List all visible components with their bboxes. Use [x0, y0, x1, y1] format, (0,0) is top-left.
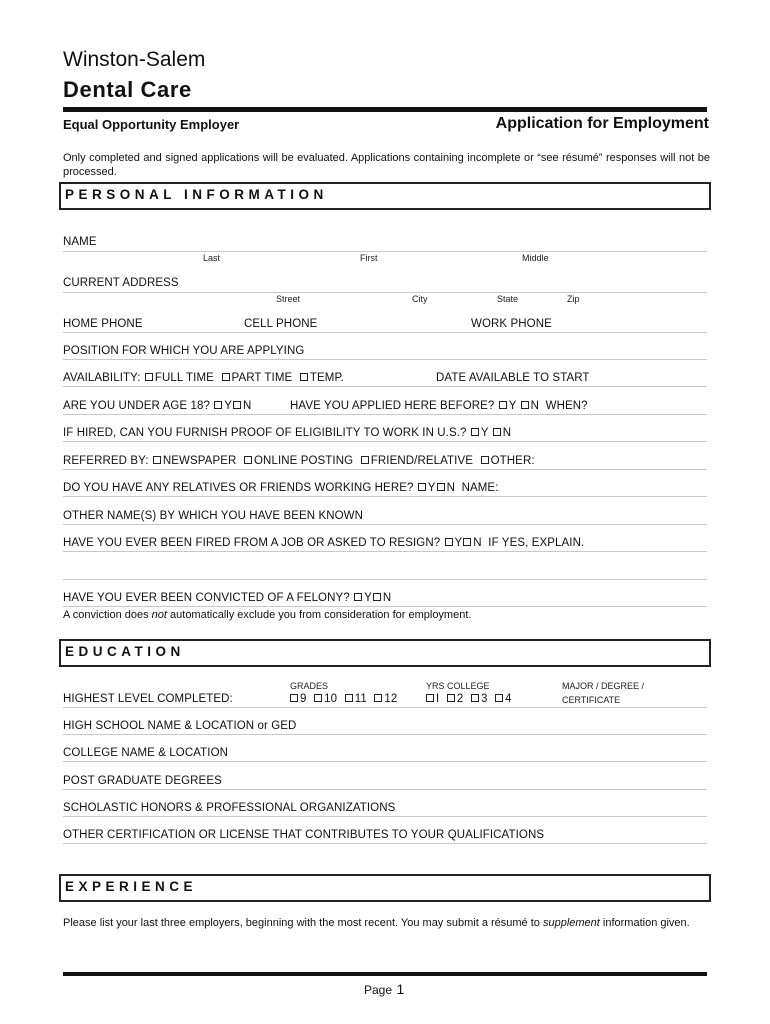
- newspaper-label: NEWSPAPER: [162, 455, 237, 467]
- no-label: N: [382, 592, 392, 604]
- post-grad-field[interactable]: [63, 789, 707, 790]
- high-school-field[interactable]: [63, 734, 707, 735]
- work-phone-label: WORK PHONE: [471, 318, 552, 330]
- fired-explain-label: IF YES, EXPLAIN.: [488, 537, 585, 549]
- relatives-name-label: NAME:: [461, 482, 499, 494]
- other-label: OTHER:: [490, 455, 535, 467]
- when-label: WHEN?: [545, 400, 588, 412]
- eligibility-row: [63, 427, 511, 439]
- referred-field[interactable]: [63, 469, 707, 470]
- yes-label: Y: [224, 400, 233, 412]
- college-1-label: I: [436, 693, 440, 705]
- felony-row: [63, 592, 391, 604]
- page-indicator: [364, 981, 404, 999]
- name-last-caption: Last: [203, 253, 221, 263]
- friend-relative-label: FRIEND/RELATIVE: [370, 455, 474, 467]
- name-label: NAME: [63, 236, 97, 248]
- other-checkbox[interactable]: [481, 456, 489, 464]
- college-2-label: 2: [456, 693, 464, 705]
- conviction-note: [63, 609, 471, 621]
- phone-field[interactable]: [63, 332, 707, 333]
- no-label: N: [530, 400, 540, 412]
- college-label: COLLEGE NAME & LOCATION: [63, 747, 229, 759]
- no-label: N: [243, 400, 252, 412]
- conviction-note-pre: A conviction does: [63, 609, 152, 621]
- referred-label: REFERRED BY:: [63, 455, 149, 467]
- under18-no-checkbox[interactable]: [233, 401, 241, 409]
- newspaper-checkbox[interactable]: [153, 456, 161, 464]
- grade-9-checkbox[interactable]: [290, 694, 298, 702]
- relatives-field[interactable]: [63, 496, 707, 497]
- no-label: N: [473, 537, 482, 549]
- footer-rule: [63, 972, 707, 976]
- yes-label: Y: [454, 537, 463, 549]
- grades-options: [289, 693, 397, 705]
- org-name-line2: Dental Care: [63, 77, 192, 102]
- form-title: Application for Employment: [495, 115, 709, 132]
- experience-note-post: information given.: [599, 917, 690, 929]
- experience-note-emphasis: supplement: [542, 917, 600, 929]
- friend-relative-checkbox[interactable]: [361, 456, 369, 464]
- yes-label: Y: [508, 400, 517, 412]
- grade-12-label: 12: [384, 693, 398, 705]
- address-zip-caption: Zip: [567, 294, 580, 304]
- college-3-checkbox[interactable]: [471, 694, 479, 702]
- fired-row: [63, 537, 584, 549]
- honors-field[interactable]: [63, 816, 707, 817]
- address-street-caption: Street: [276, 294, 301, 304]
- grade-11-label: 11: [354, 693, 367, 705]
- temp-checkbox[interactable]: [300, 373, 308, 381]
- org-name-line1: Winston-Salem: [63, 48, 206, 71]
- college-1-checkbox[interactable]: [426, 694, 434, 702]
- applied-yes-checkbox[interactable]: [499, 401, 507, 409]
- fired-field[interactable]: [63, 551, 707, 552]
- no-label: N: [502, 427, 512, 439]
- major-label-line1: MAJOR / DEGREE /: [562, 681, 645, 691]
- other-cert-label: OTHER CERTIFICATION OR LICENSE THAT CONTRIBUTES TO YOUR QUALIFICATIONS: [63, 829, 545, 841]
- full-time-label: FULL TIME: [154, 372, 214, 384]
- conviction-note-post: automatically exclude you from consideration for employment.: [166, 609, 472, 621]
- grade-11-checkbox[interactable]: [345, 694, 353, 702]
- cell-phone-label: CELL PHONE: [244, 318, 318, 330]
- intro-text: Only completed and signed applications will be evaluated. Applications containing incomplete or “see résumé” responses will not be processed.: [63, 152, 710, 178]
- position-field[interactable]: [63, 359, 707, 360]
- high-school-label: HIGH SCHOOL NAME & LOCATION or GED: [63, 720, 297, 732]
- section-education: [59, 639, 711, 667]
- page-label: Page: [364, 983, 393, 997]
- college-years-label: YRS COLLEGE: [426, 681, 490, 691]
- part-time-checkbox[interactable]: [222, 373, 230, 381]
- name-field[interactable]: [63, 251, 707, 252]
- honors-label: SCHOLASTIC HONORS & PROFESSIONAL ORGANIZATIONS: [63, 802, 396, 814]
- header-rule: [63, 107, 707, 112]
- under18-label: ARE YOU UNDER AGE 18?: [63, 400, 210, 412]
- availability-label: AVAILABILITY:: [63, 372, 141, 384]
- yes-label: Y: [427, 482, 436, 494]
- eoe-label: Equal Opportunity Employer: [63, 117, 240, 132]
- fired-yes-checkbox[interactable]: [445, 538, 453, 546]
- felony-label: HAVE YOU EVER BEEN CONVICTED OF A FELONY?: [63, 592, 350, 604]
- address-label: CURRENT ADDRESS: [63, 277, 179, 289]
- section-experience: [59, 874, 711, 902]
- other-names-label: OTHER NAME(S) BY WHICH YOU HAVE BEEN KNOWN: [63, 510, 364, 522]
- college-4-label: 4: [505, 693, 512, 705]
- page-number: 1: [396, 981, 405, 997]
- under18-field[interactable]: [63, 414, 707, 415]
- position-label: POSITION FOR WHICH YOU ARE APPLYING: [63, 345, 305, 357]
- address-field[interactable]: [63, 292, 707, 293]
- other-cert-field[interactable]: [63, 843, 707, 844]
- relatives-no-checkbox[interactable]: [437, 483, 445, 491]
- date-available-label: DATE AVAILABLE TO START: [436, 372, 590, 384]
- no-label: N: [446, 482, 455, 494]
- grades-label: GRADES: [290, 681, 329, 691]
- fired-label: HAVE YOU EVER BEEN FIRED FROM A JOB OR ASKED TO RESIGN?: [63, 537, 441, 549]
- relatives-row: [63, 482, 499, 494]
- felony-field[interactable]: [63, 606, 707, 607]
- highest-level-field[interactable]: [63, 707, 707, 708]
- full-time-checkbox[interactable]: [145, 373, 153, 381]
- availability-row: [63, 372, 344, 384]
- eligibility-field[interactable]: [63, 441, 707, 442]
- major-label-line2: CERTIFICATE: [562, 695, 621, 705]
- online-posting-checkbox[interactable]: [244, 456, 252, 464]
- highest-level-label: HIGHEST LEVEL COMPLETED:: [63, 693, 233, 705]
- other-names-field[interactable]: [63, 524, 707, 525]
- name-middle-caption: Middle: [522, 253, 549, 263]
- grade-10-label: 10: [324, 693, 338, 705]
- post-grad-label: POST GRADUATE DEGREES: [63, 775, 222, 787]
- address-state-caption: State: [497, 294, 519, 304]
- applied-before-row: [290, 400, 588, 412]
- availability-field[interactable]: [63, 386, 707, 387]
- conviction-note-emphasis: not: [151, 609, 167, 621]
- fired-explain-field[interactable]: [63, 579, 707, 580]
- grade-9-label: 9: [300, 693, 307, 705]
- eligibility-label: IF HIRED, CAN YOU FURNISH PROOF OF ELIGIBILITY TO WORK IN U.S.?: [63, 427, 467, 439]
- online-posting-label: ONLINE POSTING: [254, 455, 354, 467]
- fired-no-checkbox[interactable]: [463, 538, 471, 546]
- under18-row: [63, 400, 251, 412]
- section-heading: EXPERIENCE: [65, 879, 198, 894]
- college-field[interactable]: [63, 761, 707, 762]
- name-first-caption: First: [360, 253, 378, 263]
- felony-yes-checkbox[interactable]: [354, 593, 362, 601]
- felony-no-checkbox[interactable]: [373, 593, 381, 601]
- referred-row: [63, 455, 535, 467]
- college-3-label: 3: [480, 693, 488, 705]
- part-time-label: PART TIME: [231, 372, 293, 384]
- grade-10-checkbox[interactable]: [314, 694, 322, 702]
- eligibility-yes-checkbox[interactable]: [471, 428, 479, 436]
- experience-note: [63, 916, 710, 931]
- applied-no-checkbox[interactable]: [521, 401, 529, 409]
- temp-label: TEMP.: [309, 372, 345, 384]
- yes-label: Y: [480, 427, 489, 439]
- relatives-label: DO YOU HAVE ANY RELATIVES OR FRIENDS WORKING HERE?: [63, 482, 414, 494]
- home-phone-label: HOME PHONE: [63, 318, 143, 330]
- eligibility-no-checkbox[interactable]: [493, 428, 501, 436]
- under18-yes-checkbox[interactable]: [214, 401, 222, 409]
- yes-label: Y: [364, 592, 372, 604]
- section-heading: PERSONAL INFORMATION: [65, 187, 328, 202]
- college-options: [425, 693, 512, 705]
- experience-note-pre: Please list your last three employers, beginning with the most recent. You may submit a résumé to: [63, 917, 543, 929]
- college-4-checkbox[interactable]: [495, 694, 503, 702]
- address-city-caption: City: [412, 294, 428, 304]
- section-personal-information: [59, 182, 711, 210]
- grade-12-checkbox[interactable]: [374, 694, 382, 702]
- section-heading: EDUCATION: [65, 644, 185, 659]
- relatives-yes-checkbox[interactable]: [418, 483, 426, 491]
- applied-before-label: HAVE YOU APPLIED HERE BEFORE?: [290, 400, 495, 412]
- college-2-checkbox[interactable]: [447, 694, 455, 702]
